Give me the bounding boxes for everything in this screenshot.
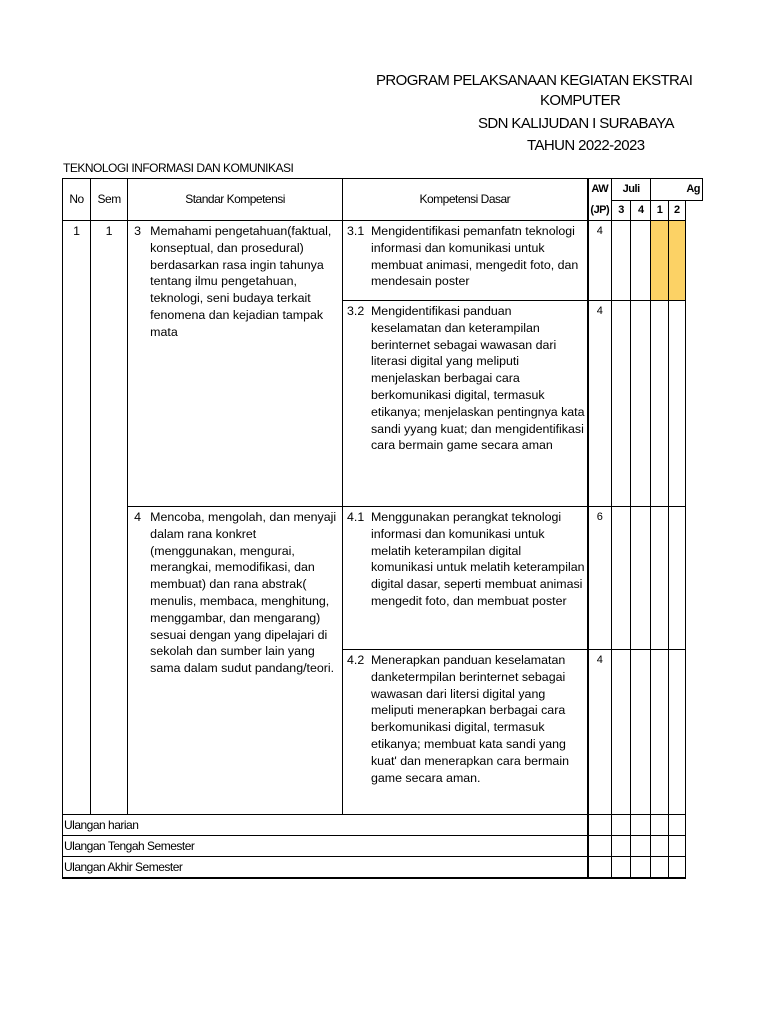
footer-cell [651, 836, 668, 857]
kd-text: Menggunakan perangkat teknologi informasi dan komunikasi untuk melatih keterampilan digital komunikasi untuk melatih keterampilan digital dasar, seperti membuat animasi mengedit foto, dan membuat poster [370, 510, 585, 608]
doc-title-line-1: PROGRAM PELAKSANAAN KEGIATAN EKSTRAI [376, 72, 693, 89]
week-cell [668, 650, 685, 815]
week-cell [631, 221, 651, 301]
jp-value: 4 [588, 301, 612, 507]
week-cell-highlighted [651, 221, 668, 301]
col-header-week: 3 [611, 201, 630, 221]
sk-number: 4 [134, 510, 142, 524]
sk-text: Memahami pengetahuan(faktual, konseptual, dan prosedural) berdasarkan rasa ingin tahunya tentang ilmu pengetahuan, teknologi, seni budaya terkait fenomena dan kejadian tampak mata [150, 224, 332, 339]
week-cell [611, 221, 630, 301]
program-table [62, 178, 703, 879]
footer-cell [668, 815, 685, 836]
kd-text: Menerapkan panduan keselamatan danketermpilan berinternet sebagai wawasan dari litersi digital yang meliputi menerapkan berbagai cara berkomunikasi digital, termasuk etikanya; membuat kata sandi yang kuat' dan menerapkan cara bermain game secara aman. [370, 653, 569, 785]
kd-number: 4.2 [346, 653, 365, 667]
footer-ulangan-tengah-semester: Ulangan Tengah Semester [63, 836, 588, 857]
footer-cell [588, 857, 612, 879]
footer-cell [611, 815, 630, 836]
doc-title-line-2: KOMPUTER [540, 92, 621, 109]
col-header-standar-kompetensi: Standar Kompetensi [128, 179, 343, 221]
col-header-week: 2 [668, 201, 685, 221]
doc-title-year: TAHUN 2022-2023 [527, 137, 645, 154]
footer-cell [651, 857, 668, 879]
week-cell [631, 507, 651, 650]
program-table-viewport [62, 178, 703, 880]
kompetensi-dasar-3-2 [342, 301, 587, 507]
footer-cell [588, 815, 612, 836]
week-cell [611, 507, 630, 650]
col-header-week: 1 [651, 201, 668, 221]
row-sem: 1 [91, 221, 128, 815]
col-header-month-juli: Juli [611, 179, 650, 201]
week-cell [631, 301, 651, 507]
col-header-jp: (JP) [588, 201, 612, 221]
kompetensi-dasar-3-1 [342, 221, 587, 301]
footer-cell [631, 857, 651, 879]
kd-number: 3.2 [346, 304, 365, 318]
footer-ulangan-akhir-semester: Ulangan Akhir Semester [63, 857, 588, 879]
footer-cell [668, 857, 685, 879]
footer-cell [588, 836, 612, 857]
footer-cell [611, 836, 630, 857]
subject-title: TEKNOLOGI INFORMASI DAN KOMUNIKASI [63, 161, 294, 175]
col-header-no: No [63, 179, 91, 221]
col-header-week: 4 [631, 201, 651, 221]
week-cell [651, 301, 668, 507]
footer-cell [631, 815, 651, 836]
col-header-month-agustus: Ag [651, 179, 703, 201]
footer-cell [631, 836, 651, 857]
week-cell [611, 301, 630, 507]
col-header-aw: AW [588, 179, 612, 201]
col-header-sem: Sem [91, 179, 128, 221]
sk-text: Mencoba, mengolah, dan menyaji dalam rana konkret (menggunakan, mengurai, merangkai, memodifikasi, dan membuat) dan rana abstrak( menulis, membaca, menghitung, menggambar, dan mengarang) sesuai dengan yang dipelajari di sekolah dan sumber lain yang sama dalam sudut pandang/teori. [150, 510, 337, 676]
footer-ulangan-harian: Ulangan harian [63, 815, 588, 836]
kd-text: Mengidentifikasi pemanfatn teknologi informasi dan komunikasi untuk membuat animasi, mengedit foto, dan mendesain poster [370, 224, 579, 289]
jp-value: 4 [588, 650, 612, 815]
jp-value: 4 [588, 221, 612, 301]
kd-text: Mengidentifikasi panduan keselamatan dan keterampilan berinternet sebagai wawasan dari literasi digital yang meliputi menjelaskan berbagai cara berkomunikasi digital, termasuk etikanya; menjelaskan pentingnya kata sandi yyang kuat; dan mengidentifikasi cara bermain game secara aman [370, 304, 585, 453]
sk-number: 3 [134, 224, 142, 238]
row-no: 1 [63, 221, 91, 815]
standar-kompetensi-3 [128, 221, 343, 507]
col-header-kompetensi-dasar: Kompetensi Dasar [342, 179, 587, 221]
week-cell [651, 507, 668, 650]
week-cell [611, 650, 630, 815]
footer-cell [651, 815, 668, 836]
week-cell [668, 507, 685, 650]
week-cell-highlighted [668, 221, 685, 301]
week-cell [631, 650, 651, 815]
kd-number: 4.1 [346, 510, 365, 524]
footer-cell [668, 836, 685, 857]
kd-number: 3.1 [346, 224, 365, 238]
footer-cell [611, 857, 630, 879]
jp-value: 6 [588, 507, 612, 650]
week-cell [668, 301, 685, 507]
doc-title-school: SDN KALIJUDAN I SURABAYA [478, 115, 674, 132]
kompetensi-dasar-4-1 [342, 507, 587, 650]
standar-kompetensi-4 [128, 507, 343, 815]
week-cell [651, 650, 668, 815]
kompetensi-dasar-4-2 [342, 650, 587, 815]
